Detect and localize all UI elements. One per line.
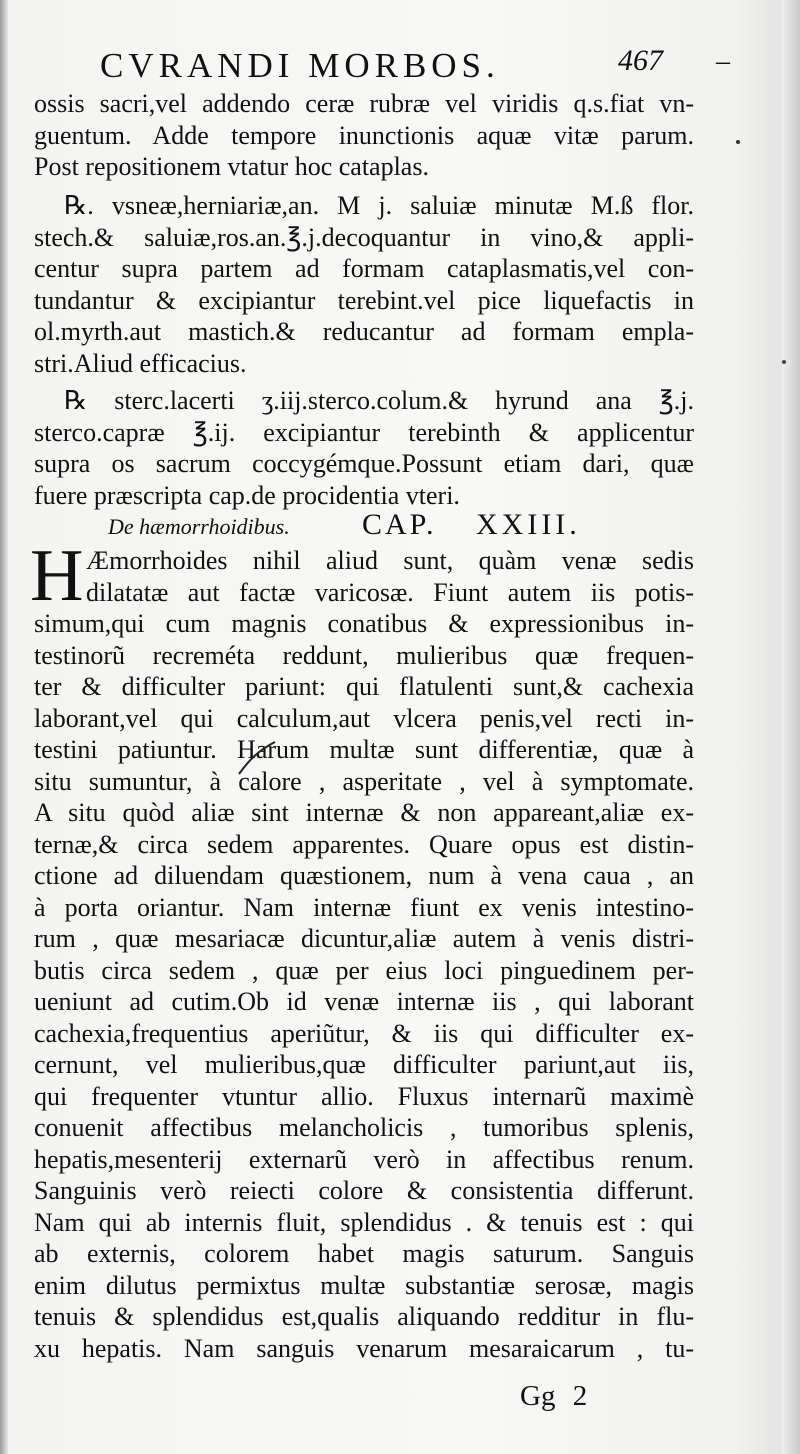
paragraph-plaster-recipe [34,385,694,511]
text-line: Post repositionem vtatur hoc cataplas. [34,152,429,181]
text-line: stri.Aliud efficacius. [34,348,247,378]
text-line: tenuis & splendidus est,qualis aliquando redditur in flu- [34,1302,694,1331]
text-line: ol.myrth.aut mastich.& reducantur ad formam empla- [34,317,694,346]
page-edge-shadow [782,0,800,1454]
text-line: hepatis,mesenterij externarũ verò in affectibus renum. [34,1144,694,1174]
text-line: situ sumuntur, à calore , asperitate , vel à symptomate. [34,766,694,796]
text-line: ternæ,& circa sedem apparentes. Quare opus est distin- [34,829,694,859]
page-number: 467 [618,44,663,77]
text-line: ter & difficulter pariunt: qui flatulenti sunt,& cachexia [34,672,694,701]
text-line: ℞. vsneæ,herniariæ,an. M j. saluiæ minutæ M.ß flor. [64,191,694,220]
text-line: sterco.capræ ℥.ij. excipiantur terebinth & applicentur [34,417,694,447]
drop-capital: H [30,535,84,617]
margin-mark: – [716,46,730,77]
text-line: ℞ sterc.lacerti ʒ.iij.sterco.colum.& hyrund ana ℥.j. [64,386,694,415]
text-line: centur supra partem ad formam cataplasmatis,vel con- [34,254,694,283]
text-line: simum,qui cum magnis conatibus & expressionibus in- [34,609,694,638]
text-line: ctione ad diluendam quæstionem, num à vena caua , an [34,861,694,890]
text-line: conuenit affectibus melancholicis , tumoribus splenis, [34,1113,694,1142]
text-line: A situ quòd aliæ sint internæ & non appareant,aliæ ex- [34,798,694,827]
text-line: Sanguinis verò reiecti colore & consistentia differunt. [34,1176,694,1205]
ink-speck [782,360,786,364]
page-gutter-shadow [0,0,8,1454]
text-line: enim dilutus permixtus multæ substantiæ serosæ, magis [34,1270,694,1300]
text-line: ueniunt ad cutim.Ob id venæ internæ iis , qui laborant [34,987,694,1016]
running-title: CVRANDI MORBOS. [100,46,500,85]
text-line: cernunt, vel mulieribus,quæ difficulter pariunt,aut iis, [34,1050,694,1079]
text-line: laborant,vel qui calculum,aut vlcera penis,vel recti in- [34,703,694,733]
text-line: à porta oriantur. Nam internæ fiunt ex venis intestino- [34,892,694,922]
text-line: ab externis, colorem habet magis saturum. Sanguis [34,1239,694,1268]
paragraph-cataplasm-recipe [34,190,694,379]
ink-speck [736,140,740,144]
signature-mark [520,1380,597,1413]
text-line: Æmorrhoides nihil aliud sunt, quàm venæ sedis [86,546,694,575]
text-line: cachexia,frequentius aperiũtur, & iis qui difficulter ex- [34,1018,694,1048]
signature-number: 2 [572,1380,588,1412]
chapter-number: XXIII. [476,508,581,541]
chapter-label: CAP. [362,508,437,541]
text-line: Nam qui ab internis fluit, splendidus . & tenuis est : qui [34,1207,694,1237]
chapter-heading [108,508,608,544]
text-line: testinorũ recreméta reddunt, mulieribus quæ frequen- [34,640,694,670]
paragraph-hemorrhoids [34,545,694,1364]
text-line: supra os sacrum coccygémque.Possunt etiam dari, quæ [34,449,694,478]
text-line: fuere præscripta cap.de procidentia vteri. [34,480,460,510]
text-line: xu hepatis. Nam sanguis venarum mesaraicarum , tu- [34,1333,694,1363]
text-line: qui frequenter vtuntur allio. Fluxus internarũ maximè [34,1081,694,1111]
chapter-subject: De hæmorrhoidibus. [108,514,290,539]
signature-letters: Gg [520,1380,556,1412]
text-line: testini patiuntur. Harum multæ sunt differentiæ, quæ à [34,735,694,764]
text-line: tundantur & excipiantur terebint.vel pice liquefactis in [34,285,694,315]
text-line: rum , quæ mesariacæ dicuntur,aliæ autem à venis distri- [34,924,694,953]
text-line: guentum. Adde tempore inunctionis aquæ vitæ parum. [34,120,694,150]
text-line: stech.& saluiæ,ros.an.℥.j.decoquantur in vino,& appli- [34,222,694,252]
text-line: ossis sacri,vel addendo ceræ rubræ vel viridis q.s.fiat vn- [34,89,694,118]
paragraph-ointment [34,88,694,183]
text-line: dilatatæ aut factæ varicosæ. Fiunt autem iis potis- [86,577,694,607]
text-line: butis circa sedem , quæ per eius loci pinguedinem per- [34,955,694,985]
running-head [0,40,800,90]
